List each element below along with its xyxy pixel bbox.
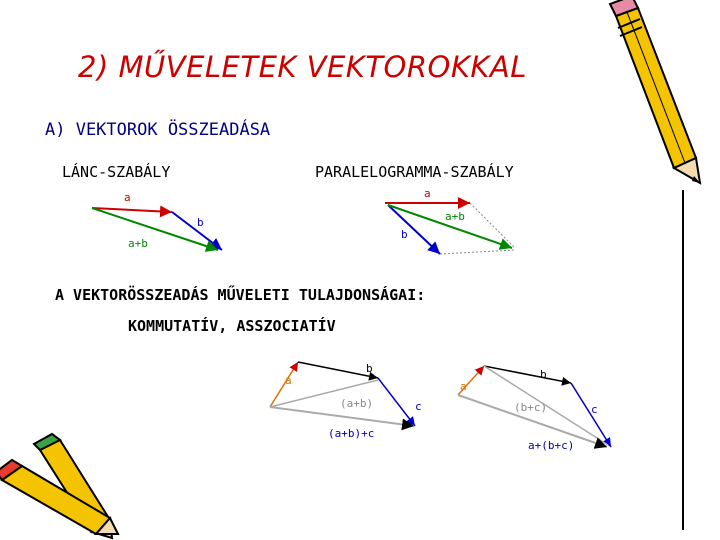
parallelogram-rule-diagram: [385, 187, 515, 254]
parallelogram-rule-label: PARALELOGRAMMA-SZABÁLY: [315, 163, 514, 181]
para-helper-bottom: [440, 250, 515, 254]
para-label-sum: a+b: [445, 210, 465, 223]
assoc-right-diagram: [458, 366, 611, 452]
assoc-right-label-b: b: [540, 368, 547, 381]
para-vector-b: [388, 205, 440, 254]
properties-list: KOMMUTATÍV, ASSZOCIATÍV: [128, 317, 336, 335]
assoc-right-label-c: c: [591, 403, 598, 416]
assoc-right-label-bc: (b+c): [514, 401, 548, 414]
assoc-left-c: [378, 378, 415, 426]
chain-rule-label: LÁNC-SZABÁLY: [62, 163, 171, 181]
page-title: 2) MŰVELETEK VEKTOROKKAL: [78, 50, 527, 84]
chain-label-b: b: [197, 216, 204, 229]
pencil-pair-icon: [0, 434, 118, 538]
para-label-a: a: [424, 187, 431, 200]
assoc-right-label-sum: a+(b+c): [528, 439, 575, 452]
chain-label-a: a: [124, 191, 131, 204]
chain-vector-sum: [92, 208, 218, 250]
section-subtitle: A) VEKTOROK ÖSSZEADÁSA: [45, 120, 271, 140]
pencil-icon: [610, 0, 700, 183]
assoc-left-label-b: b: [366, 362, 373, 375]
assoc-left-label-sum: (a+b)+c: [328, 427, 375, 440]
properties-heading: A VEKTORÖSSZEADÁS MŰVELETI TULAJDONSÁGAI:: [55, 286, 426, 304]
assoc-right-label-a: a: [460, 380, 467, 393]
para-label-b: b: [401, 228, 408, 241]
assoc-left-label-ab: (a+b): [340, 397, 374, 410]
assoc-left-label-a: a: [285, 374, 292, 387]
chain-label-sum: a+b: [128, 237, 148, 250]
assoc-left-a: [270, 362, 298, 407]
assoc-left-diagram: [270, 362, 422, 440]
chain-rule-diagram: [92, 191, 222, 250]
assoc-left-label-c: c: [415, 400, 422, 413]
